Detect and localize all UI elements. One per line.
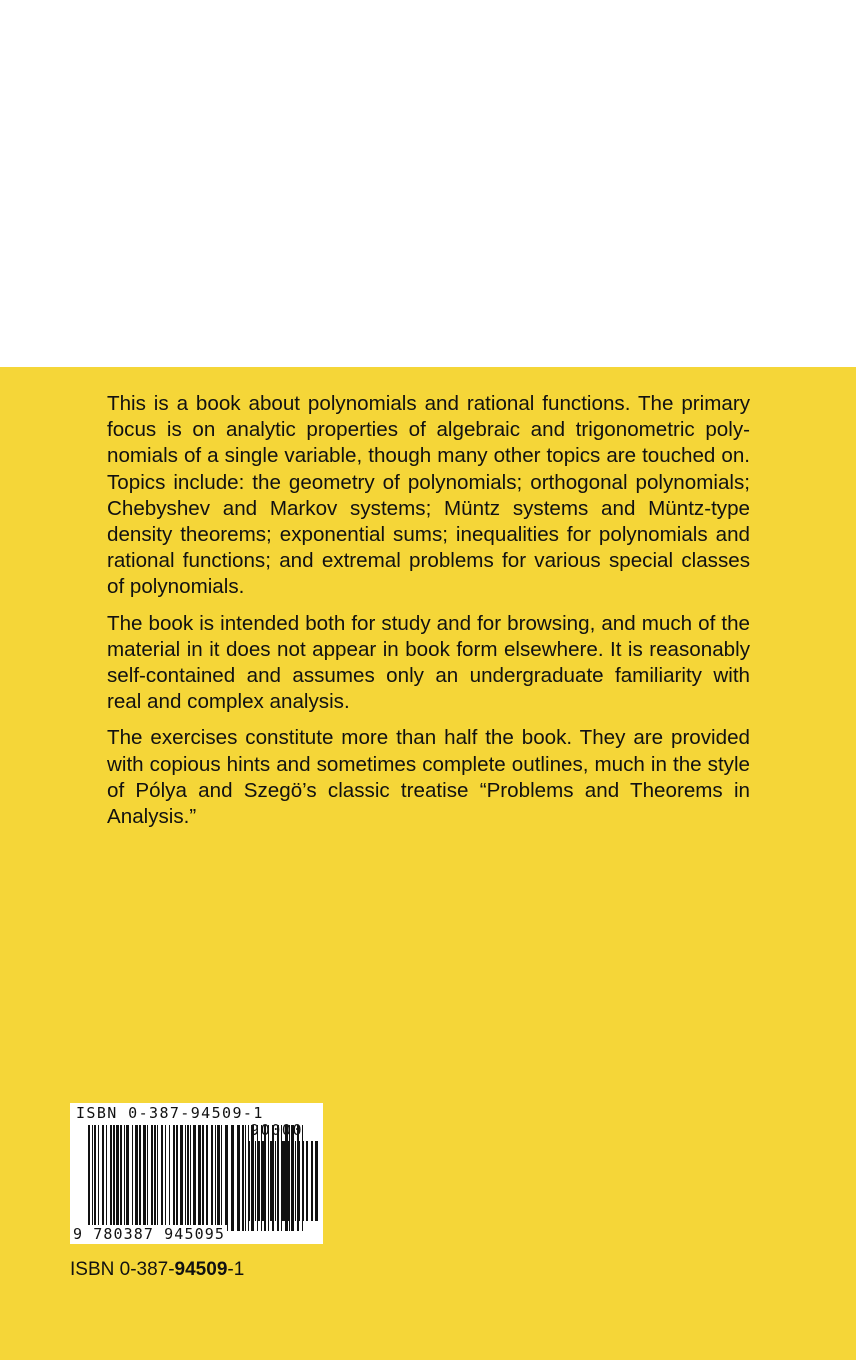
barcode-bar [193, 1125, 196, 1231]
book-description [107, 391, 750, 830]
barcode-bar [198, 1125, 201, 1231]
barcode-bar [151, 1125, 153, 1231]
isbn-barcode [70, 1103, 323, 1244]
barcode-bar [161, 1125, 163, 1231]
barcode-bar [165, 1125, 166, 1231]
barcode-bar [231, 1125, 234, 1231]
barcode-bar [302, 1125, 303, 1231]
barcode-bar [126, 1125, 129, 1231]
barcode-bar [311, 1141, 313, 1221]
isbn-bold-part: 94509 [174, 1259, 228, 1280]
barcode-bar [287, 1141, 290, 1221]
barcode-bar [315, 1141, 318, 1221]
barcode-bar [262, 1141, 265, 1221]
barcode-bar [281, 1125, 282, 1231]
barcode-bar [154, 1125, 156, 1231]
barcode-bar [261, 1125, 262, 1231]
barcode-bar [202, 1125, 204, 1231]
barcode-bar [242, 1125, 244, 1231]
barcode-bar [257, 1141, 260, 1221]
barcode-bar [278, 1141, 279, 1221]
isbn-prefix: ISBN 0-387- [70, 1259, 175, 1280]
barcode-bar [211, 1125, 213, 1231]
barcode-bar [237, 1125, 240, 1231]
barcode-bar [88, 1125, 90, 1231]
barcode-bar [303, 1141, 304, 1221]
description-paragraph-2: The book is intended both for study and for browsing, and much of the material in it does not appear in book form elsewhere. It is reasonably self-contained and assumes only an undergraduate familiarity with real and complex analysis. [107, 611, 750, 714]
barcode-bar [110, 1125, 112, 1231]
barcode-ean-number: 9 780387 945095 [73, 1225, 225, 1243]
barcode-bar [94, 1125, 96, 1231]
barcode-bar [124, 1125, 125, 1231]
barcode-bar [206, 1125, 208, 1231]
barcode-bar [185, 1125, 186, 1231]
barcode-bar [187, 1125, 189, 1231]
barcode-bar [255, 1141, 256, 1221]
barcode-bar [252, 1141, 253, 1221]
barcode-bar [221, 1125, 222, 1231]
barcode-bar [297, 1141, 300, 1221]
barcode-bar [92, 1125, 93, 1231]
barcode-addon-number: 90000 [250, 1121, 304, 1139]
barcode-bar [272, 1125, 274, 1231]
barcode-bar [106, 1125, 107, 1231]
barcode-bar [292, 1141, 294, 1221]
barcode-bar [143, 1125, 146, 1231]
barcode-bar [295, 1141, 296, 1221]
isbn-suffix: -1 [227, 1259, 245, 1280]
barcode-bar [120, 1125, 122, 1231]
barcode-bar [268, 1141, 269, 1221]
barcode-bar [282, 1141, 285, 1221]
barcode-bar [270, 1141, 272, 1221]
barcode-bar [215, 1125, 216, 1231]
barcode-isbn-label: ISBN 0-387-94509-1 [76, 1104, 264, 1122]
barcode-bar [132, 1125, 133, 1231]
description-paragraph-3: The exercises constitute more than half the book. They are provided with copious hints and sometimes complete outlines, much in the style of Pólya and Szegö’s classic treatise “Problems and Theorems in Analysis.” [107, 726, 750, 829]
barcode-bar [245, 1125, 246, 1231]
barcode-bar [248, 1141, 250, 1221]
barcode-bar [176, 1125, 178, 1231]
barcode-bar [225, 1125, 228, 1231]
barcode-bar [98, 1125, 99, 1231]
barcode-bar [217, 1125, 220, 1231]
barcode-bar [180, 1125, 183, 1231]
isbn-footer [70, 1259, 244, 1281]
addon-bars [248, 1141, 318, 1221]
barcode-bar [157, 1125, 158, 1231]
barcode-bar [169, 1125, 170, 1231]
barcode-bar [306, 1141, 308, 1221]
description-paragraph-1: This is a book about polynomials and rational functions. The primary focus is on analytic properties of algebraic and trigonometric polynomials of a single variable, though many other topics are touched on. Topics include: the geometry of polynomials; orthogonal polynomials; Chebyshev and Markov systems; Müntz systems and Müntz-type density theorems; exponential sums; inequalities for polynomials and rational functions; and extremal problems for various special classes of polynomials. [107, 392, 750, 599]
barcode-bar [116, 1125, 119, 1231]
barcode-bar [102, 1125, 104, 1231]
barcode-bar [113, 1125, 115, 1231]
barcode-bar [275, 1141, 276, 1221]
barcode-bar [173, 1125, 175, 1231]
barcode-bar [135, 1125, 138, 1231]
barcode-bar [147, 1125, 148, 1231]
barcode-bar [139, 1125, 141, 1231]
cover-top-blank [0, 0, 856, 367]
barcode-bar [190, 1125, 191, 1231]
